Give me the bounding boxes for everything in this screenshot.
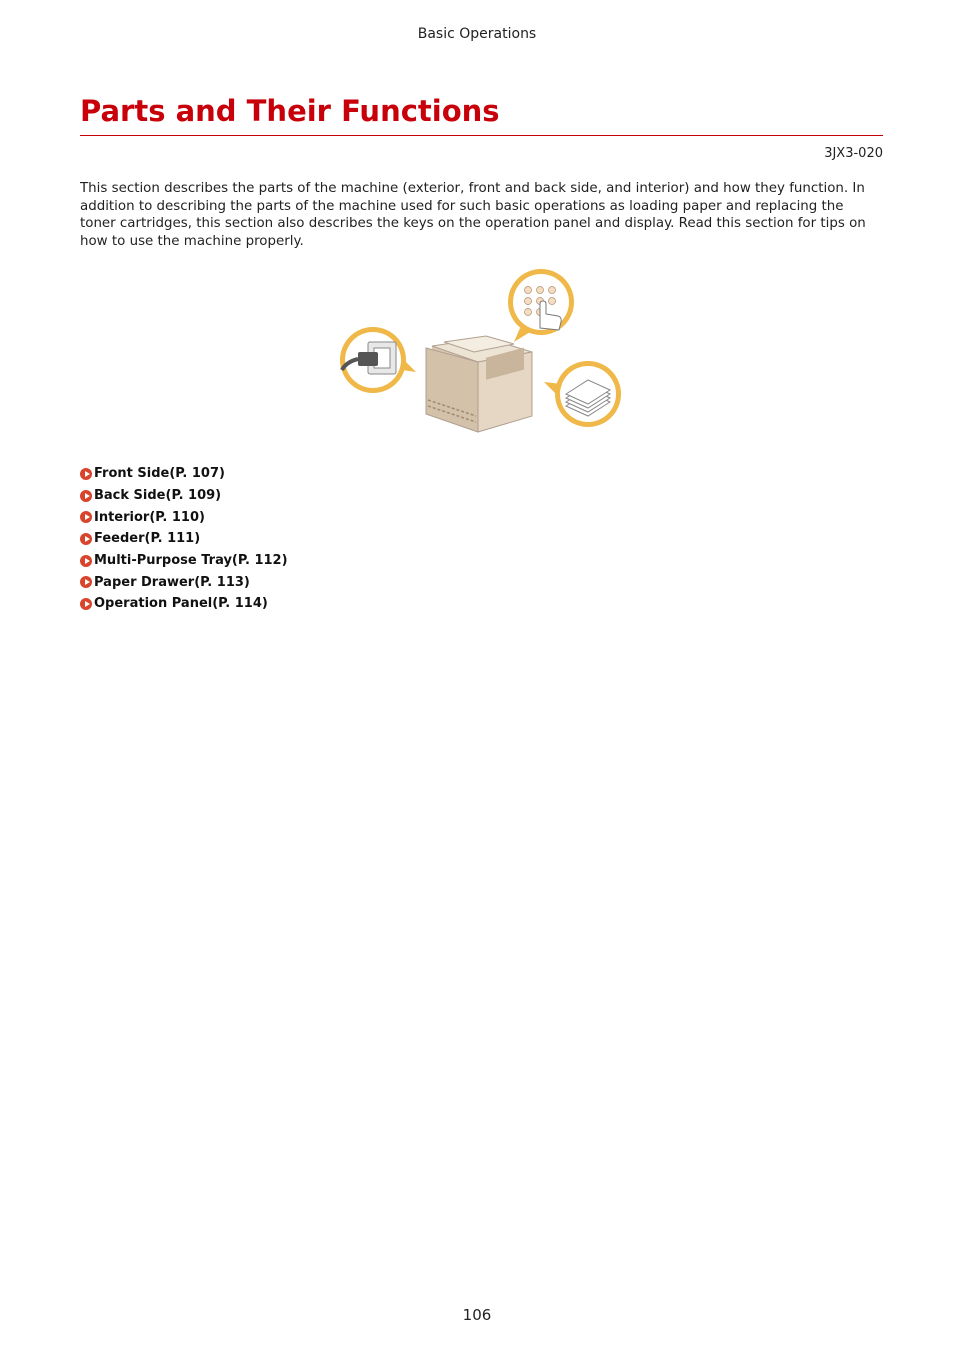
link-front-side[interactable]: Front Side(P. 107) [80, 463, 288, 485]
link-arrow-icon [80, 511, 92, 523]
power-plug-icon [340, 327, 416, 393]
topic-links [80, 463, 288, 615]
keypad-icon [508, 269, 574, 342]
machine-illustration [336, 266, 626, 440]
page-title: Parts and Their Functions [80, 94, 500, 128]
page-number: 106 [462, 1306, 492, 1324]
link-interior[interactable]: Interior(P. 110) [80, 506, 288, 528]
link-arrow-icon [80, 598, 92, 610]
printer-body [426, 336, 532, 432]
document-id: 3JX3-020 [824, 146, 883, 161]
link-back-side[interactable]: Back Side(P. 109) [80, 485, 288, 507]
link-multi-purpose-tray[interactable]: Multi-Purpose Tray(P. 112) [80, 550, 288, 572]
running-header: Basic Operations [417, 26, 537, 42]
title-divider [80, 135, 883, 136]
link-arrow-icon [80, 555, 92, 567]
link-feeder[interactable]: Feeder(P. 111) [80, 528, 288, 550]
link-arrow-icon [80, 490, 92, 502]
link-arrow-icon [80, 468, 92, 480]
link-arrow-icon [80, 576, 92, 588]
paper-stack-icon [544, 361, 621, 427]
link-arrow-icon [80, 533, 92, 545]
intro-paragraph: This section describes the parts of the machine (exterior, front and back side, and interior) and how they function. In addition to describing the parts of the machine used for such basic operations as loading paper and replacing the toner cartridges, this section also describes the keys on the operation panel and display. Read this section for tips on how to use the machine properly. [80, 181, 866, 249]
link-operation-panel[interactable]: Operation Panel(P. 114) [80, 593, 288, 615]
link-paper-drawer[interactable]: Paper Drawer(P. 113) [80, 571, 288, 593]
